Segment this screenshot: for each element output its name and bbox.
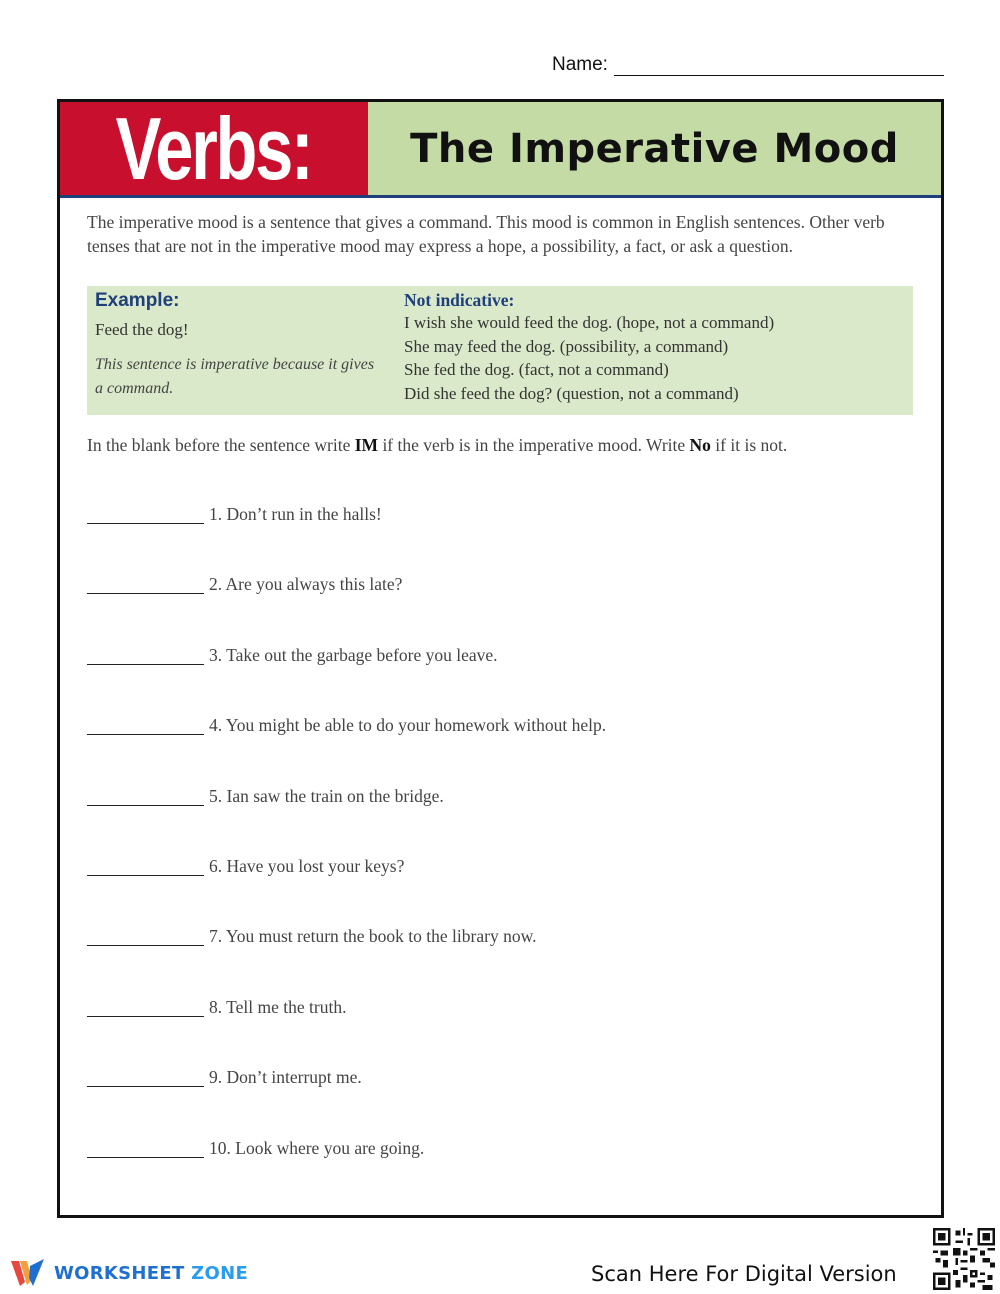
- question-text: 10. Look where you are going.: [209, 1137, 425, 1158]
- question-text: 3. Take out the garbage before you leave.: [209, 644, 498, 665]
- instructions-part3: if it is not.: [715, 435, 788, 455]
- instructions-part2: if the verb is in the imperative mood. Write: [382, 435, 686, 455]
- not-indicative-line: She fed the dog. (fact, not a command): [404, 360, 669, 379]
- banner-left-panel: [60, 98, 368, 198]
- worksheetzone-w-icon: [10, 1258, 46, 1288]
- instructions-part1: In the blank before the sentence write: [87, 435, 351, 455]
- answer-blank[interactable]: [87, 1067, 204, 1087]
- brand-zone: ZONE: [191, 1262, 249, 1284]
- answer-blank[interactable]: [87, 926, 204, 946]
- question-row: [87, 715, 922, 785]
- example-note: This sentence is imperative because it gives a command.: [95, 356, 375, 397]
- question-text: 8. Tell me the truth.: [209, 996, 347, 1017]
- banner-right-panel: [368, 102, 941, 195]
- name-blank[interactable]: [614, 56, 944, 76]
- name-field[interactable]: [552, 54, 944, 76]
- question-text: 6. Have you lost your keys?: [209, 855, 405, 876]
- question-row: [87, 1138, 922, 1208]
- answer-blank[interactable]: [87, 786, 204, 806]
- question-row: [87, 1067, 922, 1137]
- answer-blank[interactable]: [87, 504, 204, 524]
- example-heading: Example:: [95, 290, 180, 311]
- question-row: [87, 997, 922, 1067]
- qr-code-icon[interactable]: [933, 1228, 995, 1290]
- name-label: Name:: [552, 54, 608, 75]
- example-box: [87, 286, 913, 415]
- question-text: 4. You might be able to do your homework without help.: [209, 715, 607, 736]
- not-indicative-column: [404, 289, 904, 405]
- instructions-im: IM: [354, 435, 379, 455]
- question-row: [87, 574, 922, 644]
- answer-blank[interactable]: [87, 715, 204, 735]
- intro-paragraph: The imperative mood is a sentence that gives a command. This mood is common in English sentences. Other verb tenses that are not in the imperative mood may express a hope, a possibility, a fact, or ask a question.: [87, 212, 885, 256]
- not-indicative-line: She may feed the dog. (possibility, a command): [404, 336, 729, 356]
- worksheetzone-wordmark: [54, 1263, 248, 1284]
- question-row: [87, 786, 922, 856]
- question-text: 9. Don’t interrupt me.: [209, 1067, 362, 1088]
- not-indicative-line: Did she feed the dog? (question, not a command): [404, 383, 739, 403]
- question-row: [87, 504, 922, 574]
- worksheetzone-logo[interactable]: [10, 1258, 248, 1288]
- answer-blank[interactable]: [87, 645, 204, 665]
- scan-caption: Scan Here For Digital Version: [591, 1262, 897, 1286]
- question-text: 1. Don’t run in the halls!: [209, 504, 382, 524]
- answer-blank[interactable]: [87, 856, 204, 876]
- question-row: [87, 645, 922, 715]
- example-sentence: Feed the dog!: [95, 320, 189, 339]
- question-text: 5. Ian saw the train on the bridge.: [209, 785, 444, 806]
- answer-blank[interactable]: [87, 574, 204, 594]
- banner-right-title: The Imperative Mood: [410, 125, 899, 172]
- question-row: [87, 926, 922, 996]
- question-row: [87, 856, 922, 926]
- not-indicative-heading: Not indicative:: [404, 290, 515, 310]
- answer-blank[interactable]: [87, 1138, 204, 1158]
- question-text: 2. Are you always this late?: [209, 574, 403, 595]
- instructions: [87, 435, 922, 456]
- answer-blank[interactable]: [87, 997, 204, 1017]
- worksheet-frame: [57, 99, 944, 1218]
- question-text: 7. You must return the book to the library now.: [209, 926, 537, 947]
- banner-left-title: Verbs:: [116, 98, 312, 198]
- question-list: [87, 504, 922, 1208]
- title-banner: [60, 98, 941, 198]
- brand-worksheet: WORKSHEET: [54, 1262, 185, 1284]
- not-indicative-line: I wish she would feed the dog. (hope, not a command): [404, 313, 775, 332]
- instructions-no: No: [689, 435, 711, 455]
- example-column: [95, 290, 385, 401]
